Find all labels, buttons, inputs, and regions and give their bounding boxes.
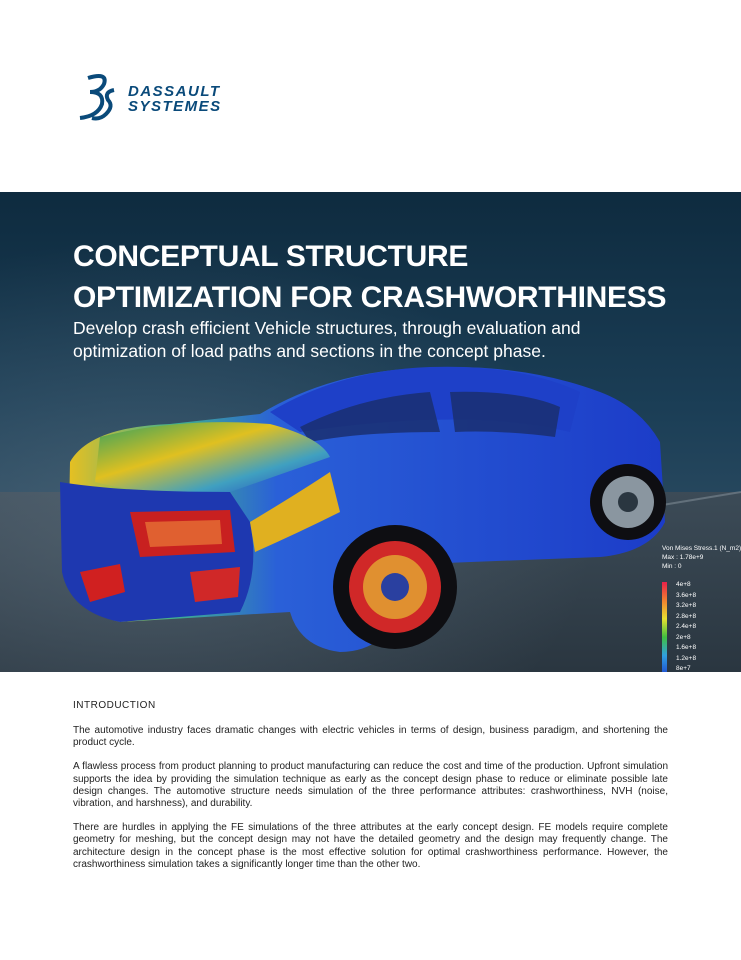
- paragraph: A flawless process from product planning to product manufacturing can reduce the cost and time of the production. Upfront simulation supports the idea by providing the simulation technique as early as the concept design phase to reduce or eliminate possible late design changes. The automotive structure needs simulation of the three performance attributes: crashworthiness, NVH (noise, vibration, and harshness), and durability.: [73, 761, 668, 810]
- paragraph: There are hurdles in applying the FE simulations of the three attributes at the early concept design. FE models require complete geometry for meshing, but the concept design may not have the detailed geometry and the design may frequently change. The architecture design in the concept phase is the most effective solution for optimal crashworthiness performance. However, the crashworthiness simulation takes a significantly longer time than the other two.: [73, 822, 668, 870]
- legend-tick: 2e+8: [676, 633, 691, 641]
- legend-color-bar: [662, 582, 667, 672]
- dassault-logo: [74, 70, 264, 124]
- 3ds-logo-icon: [74, 70, 128, 124]
- legend-ticks: [676, 580, 696, 672]
- brand-line1: DASSAULT: [128, 83, 221, 100]
- brand-line2: SYSTEMES: [128, 98, 222, 115]
- hero-title-line1: CONCEPTUAL STRUCTURE: [73, 240, 469, 273]
- stress-legend: [662, 544, 741, 672]
- brand-name: [128, 84, 222, 114]
- hero-banner: [0, 192, 741, 672]
- legend-max: Max : 1.78e+9: [662, 554, 704, 561]
- legend-tick: 2.4e+8: [676, 623, 697, 630]
- introduction-section: [73, 700, 668, 883]
- legend-tick: 4e+8: [676, 581, 691, 588]
- hero-subtitle-line2: optimization of load paths and sections in the concept phase.: [73, 341, 546, 361]
- paragraph: The automotive industry faces dramatic changes with electric vehicles in terms of design, business paradigm, and shortening the product cycle.: [73, 725, 668, 749]
- legend-tick: 8e+7: [676, 665, 691, 672]
- legend-title: Von Mises Stress.1 (N_m2): [662, 545, 741, 552]
- legend-tick: 1.6e+8: [676, 644, 697, 651]
- hero-subtitle: [73, 317, 693, 363]
- legend-tick: 2.8e+8: [676, 612, 697, 620]
- hero-title: [73, 236, 713, 318]
- legend-tick: 1.2e+8: [676, 654, 697, 662]
- legend-tick: 3.6e+8: [676, 591, 697, 599]
- legend-tick: 3.2e+8: [676, 602, 697, 609]
- legend-min: Min : 0: [662, 563, 682, 570]
- hero-title-line2: OPTIMIZATION FOR CRASHWORTHINESS: [73, 281, 667, 314]
- hero-subtitle-line1: Develop crash efficient Vehicle structures, through evaluation and: [73, 318, 581, 338]
- section-heading: INTRODUCTION: [73, 700, 156, 711]
